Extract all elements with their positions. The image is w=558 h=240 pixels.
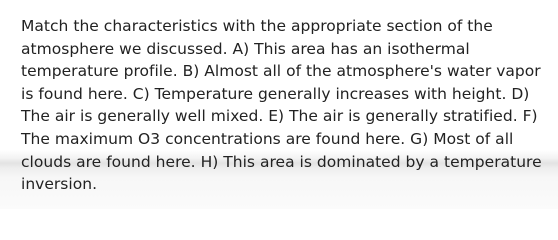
question-text: Match the characteristics with the appropriate section of the atmosphere we discussed. A) This area has an isothermal temperature profile. B) Almost all of the atmosphere's water vapor is found here. C) Temperature generally increases with height. D) The air is generally well mixed. E) The air is generally stratified. F) The maximum O3 concentrations are found here. G) Most of all clouds are found here. H) This area is dominated by a temperature inversion. [21,17,542,194]
